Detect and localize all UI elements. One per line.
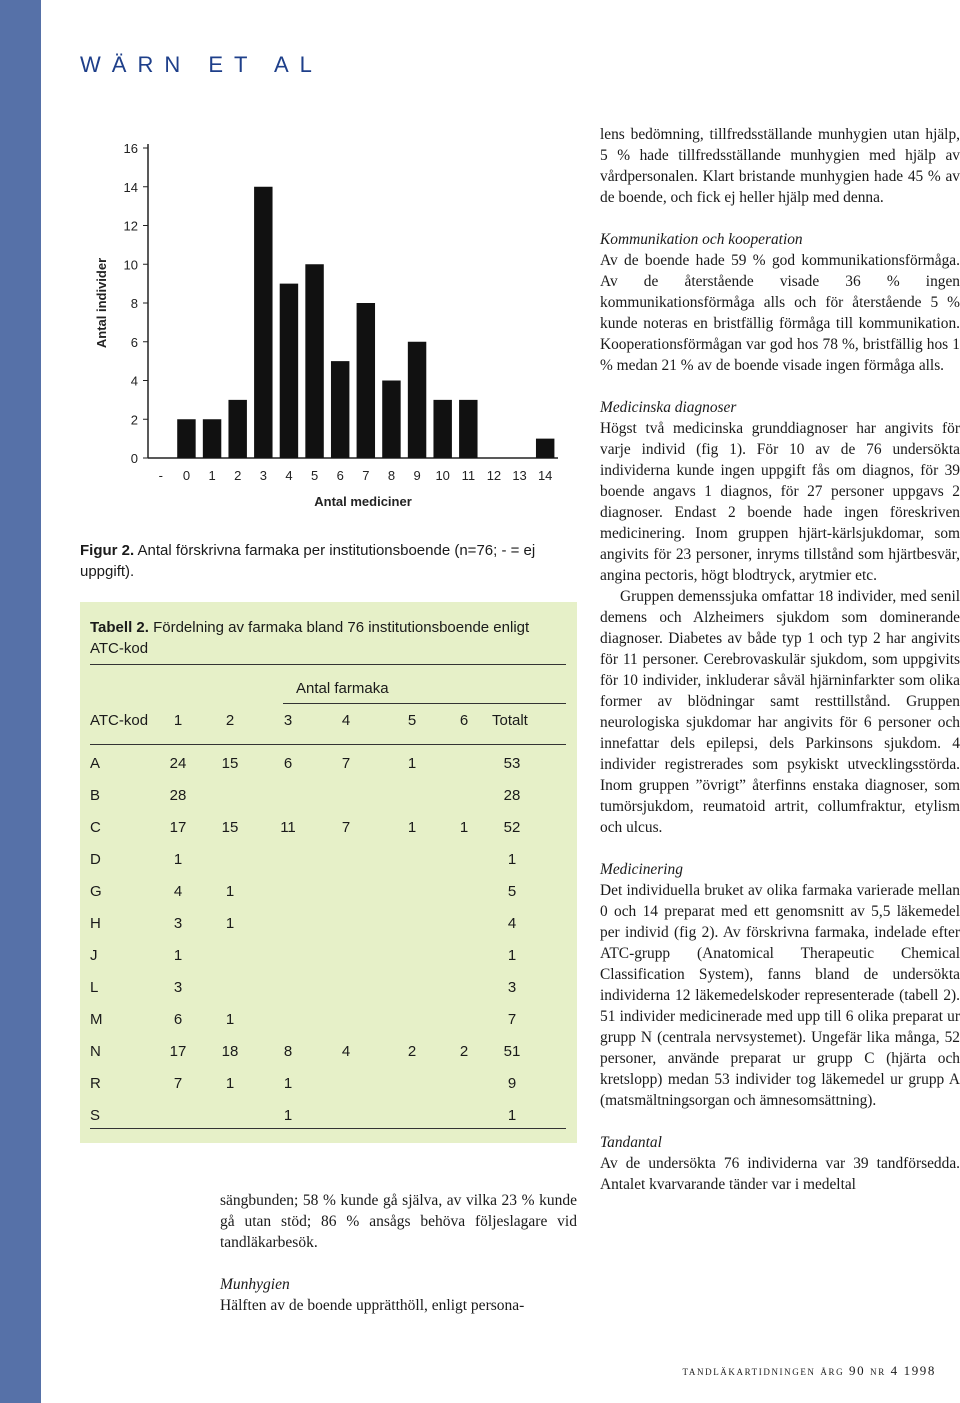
bar [177, 419, 195, 458]
table-cell: 24 [169, 755, 187, 772]
bar [331, 361, 349, 458]
table-label: Tabell 2. [90, 619, 149, 636]
table-row-code: A [90, 755, 101, 772]
table-cell: 7 [341, 819, 351, 836]
table-cell: 1 [407, 819, 417, 836]
table-cell-total: 1 [507, 851, 517, 868]
table-cell-total: 1 [507, 947, 517, 964]
bar [280, 284, 298, 458]
x-tick-label: 1 [208, 468, 216, 483]
table-row-code: L [90, 979, 99, 996]
table-cell: 8 [283, 1043, 293, 1060]
paragraph: Högst två medicinska grunddiagnoser har angivits för varje individ (fig 1). För 10 av de 76 undersökta individerna kunde ingen uppgift fås om diagnos, för 39 boende angavs 1 diagnos, för 27 personer uppgavs 2 diagnoser. Endast 2 boende hade ingen föreskriven medicinering. Inom gruppen hjärt-kärlsjukdomar, som angivits för 23 personer, inryms tillstånd som hjärtbesvär, angina pectoris, högt blodtryck, arytmier etc. [600, 420, 960, 584]
y-tick-label: 0 [130, 451, 138, 466]
y-tick-label: 12 [123, 218, 138, 234]
table-cell: 17 [169, 819, 187, 836]
x-tick-label: 9 [413, 468, 421, 483]
x-tick-label: 0 [182, 468, 191, 483]
table-cell: 1 [225, 1075, 235, 1092]
bar [305, 264, 323, 458]
table-cell: 11 [280, 819, 296, 836]
table-row-code: N [90, 1043, 101, 1060]
x-tick-label: 8 [387, 468, 396, 483]
running-head: WÄRN ET AL [80, 52, 323, 77]
table-row-code: C [90, 819, 101, 836]
page-sidebar-band [0, 0, 41, 1403]
table-caption [90, 617, 560, 659]
table-cell: 1 [407, 755, 417, 772]
section-heading: Munhygien [220, 1276, 290, 1293]
bar [203, 419, 221, 458]
table-cell: 2 [407, 1043, 417, 1060]
table-row-code: R [90, 1075, 101, 1092]
paragraph: Hälften av de boende upprätthöll, enligt persona- [220, 1297, 525, 1314]
table-cell-total: 4 [507, 915, 517, 932]
bar [254, 187, 272, 458]
table-cell-total: 9 [507, 1075, 517, 1092]
x-tick-label: 2 [234, 468, 242, 483]
table-cell: 28 [169, 787, 187, 804]
table-row-code: D [90, 851, 101, 868]
table-2 [80, 602, 577, 1143]
table-cell-total: 5 [507, 883, 517, 900]
table-cell-total: 1 [507, 1107, 517, 1124]
bar [408, 342, 426, 458]
paragraph: Det individuella bruket av olika farmaka varierade mellan 0 och 14 preparat med ett genomsnitt av 5,5 läkemedel per individ (fig 2). Av förskrivna farmaka, indelade efter ATC-grupp (Anatomical Therapeutic Chemical Classification System), fanns bland de undersökta individerna 12 läkemedelskoder representerade (tabell 2). 51 individer medicinerade med upp till 6 olika preparat ur grupp N (centrala nervsystemet). Ungefär lika många, 52 personer, använde preparat ur grupp C (hjärta och kretslopp) medan 53 individer tog läkemedel ur grupp A (matsmältningsorgan och ämnesomsättning). [600, 882, 960, 1109]
table-column-header: 2 [225, 712, 235, 729]
y-tick-label: 6 [130, 334, 138, 350]
table-cell: 1 [283, 1107, 293, 1124]
table-cell: 1 [225, 915, 235, 932]
paragraph: sängbunden; 58 % kunde gå själva, av vilka 23 % kunde gå utan stöd; 86 % ansågs behöva följeslagare vid tandläkarbesök. [220, 1192, 577, 1251]
section-heading: Kommunikation och kooperation [600, 231, 803, 248]
x-tick-label: 4 [285, 468, 293, 483]
paragraph: Gruppen demenssjuka omfattar 18 individer, med senil demens och Alzheimers sjukdom som dominerande diagnoser. Diabetes av både typ 1 och typ 2 har angivits för 11 personer. Cerebrovaskulär sjukdom, som uppgivits för 10 individer, inkluderar såväl hjärninfarkter som olika former av blödningar samt resttillstånd. Gruppen neurologiska sjukdomar har angivits för 6 personer och innefattar dels epilepsi, dels Parkinsons sjukdom. 4 individer registrerades som psykiskt utvecklingsstörda. Inom gruppen ”övrigt” återfinns enstaka diagnoser, som tumörsjukdom, reumatoid artrit, collumfraktur, etylism och ulcus. [600, 588, 960, 836]
table-cell: 1 [225, 883, 235, 900]
table-cell-total: 51 [503, 1043, 521, 1060]
x-tick-label: 12 [486, 468, 502, 483]
table-cell: 6 [173, 1011, 183, 1028]
paragraph: Av de boende hade 59 % god kommunikationsförmåga. Av de återstående visade 36 % ingen kommunikationsförmåga alls och för återstående 5 % kunde noteras en bristfällig förmåga till kommunikation. Kooperationsförmågan var god hos 78 %, bristfällig hos 1 % medan 21 % av de boende visade ingen förmåga alls. [600, 252, 960, 374]
figure-caption [80, 540, 570, 582]
y-tick-label: 10 [123, 257, 138, 273]
table-cell-total: 52 [503, 819, 521, 836]
table-cell: 7 [341, 755, 351, 772]
table-group-header: Antal farmaka [296, 680, 389, 697]
table-cell-total: 53 [503, 755, 521, 772]
x-tick-label: 5 [310, 468, 319, 483]
table-cell: 6 [283, 755, 293, 772]
bar [382, 381, 400, 459]
table-row-code: S [90, 1107, 101, 1124]
table-cell: 1 [225, 1011, 235, 1028]
table-caption-text: Fördelning av farmaka bland 76 institutionsboende enligt ATC-kod [90, 619, 530, 657]
x-tick-label: 11 [461, 468, 476, 483]
table-cell-total: 28 [503, 787, 521, 804]
table-column-header: 3 [283, 712, 293, 729]
table-column-header: 5 [407, 712, 417, 729]
table-row-code: M [90, 1011, 103, 1028]
bar [357, 303, 375, 458]
figure-caption-text: Antal förskrivna farmaka per institutionsboende (n=76; - = ej uppgift). [80, 542, 536, 580]
table-cell: 7 [173, 1075, 183, 1092]
table-cell: 1 [173, 851, 183, 868]
x-tick-label: 10 [435, 468, 450, 483]
paragraph: lens bedömning, tillfredsställande munhygien utan hjälp, 5 % hade tillfredsställande munhygien med hjälp av vårdpersonalen. Klart bristande munhygien hade 45 % av de boende, och fick ej heller hjälp med denna. [600, 126, 960, 206]
x-tick-label: 14 [537, 468, 553, 483]
right-text-column [600, 124, 960, 1195]
bar-chart [90, 128, 570, 521]
table-cell: 2 [459, 1043, 469, 1060]
table-rule [90, 1128, 566, 1129]
table-rule [90, 744, 566, 745]
bar [459, 400, 477, 458]
x-tick-label: - [158, 468, 163, 483]
paragraph: Av de undersökta 76 individerna var 39 tandförsedda. Antalet kvarvarande tänder var i medeltal [600, 1155, 960, 1193]
left-text-column [220, 1190, 577, 1316]
table-row-code: J [90, 947, 98, 964]
section-heading: Tandantal [600, 1134, 662, 1151]
y-tick-label: 2 [130, 412, 138, 428]
table-cell: 3 [173, 915, 183, 932]
x-tick-label: 13 [512, 468, 527, 483]
table-rule [90, 664, 566, 665]
bar [536, 439, 554, 458]
y-tick-label: 8 [130, 296, 138, 311]
x-tick-label: 3 [259, 468, 267, 483]
table-cell: 1 [283, 1075, 293, 1092]
x-tick-label: 7 [362, 468, 370, 483]
table-cell-total: 7 [507, 1011, 517, 1028]
table-column-header: 1 [173, 712, 183, 729]
table-cell: 1 [173, 947, 183, 964]
table-column-header: 4 [341, 712, 351, 729]
page-footer: tandläkartidningen årg 90 nr 4 1998 [682, 1363, 936, 1378]
table-column-header: ATC-kod [90, 712, 149, 729]
table-cell: 17 [169, 1043, 187, 1060]
table-cell-total: 3 [507, 979, 517, 996]
y-tick-label: 4 [130, 373, 138, 389]
table-cell: 15 [221, 819, 239, 836]
table-row-code: H [90, 915, 101, 932]
section-heading: Medicinering [600, 861, 683, 878]
table-row-code: B [90, 787, 101, 804]
bar [228, 400, 246, 458]
table-row-code: G [90, 883, 102, 900]
y-axis-label: Antal individer [94, 257, 109, 349]
y-tick-label: 16 [123, 141, 138, 156]
table-cell: 4 [173, 883, 183, 900]
section-heading: Medicinska diagnoser [600, 399, 737, 416]
table-cell: 1 [459, 819, 469, 836]
table-cell: 3 [173, 979, 183, 996]
x-tick-label: 6 [336, 468, 344, 483]
table-cell: 15 [221, 755, 239, 772]
table-rule [283, 703, 566, 704]
figure-label: Figur 2. [80, 542, 135, 559]
x-axis-label: Antal mediciner [314, 494, 412, 509]
table-column-header: 6 [459, 712, 469, 729]
y-tick-label: 14 [123, 179, 138, 195]
table-column-header: Totalt [492, 712, 528, 729]
bar [433, 400, 451, 458]
table-cell: 4 [341, 1043, 351, 1060]
table-cell: 18 [221, 1043, 239, 1060]
